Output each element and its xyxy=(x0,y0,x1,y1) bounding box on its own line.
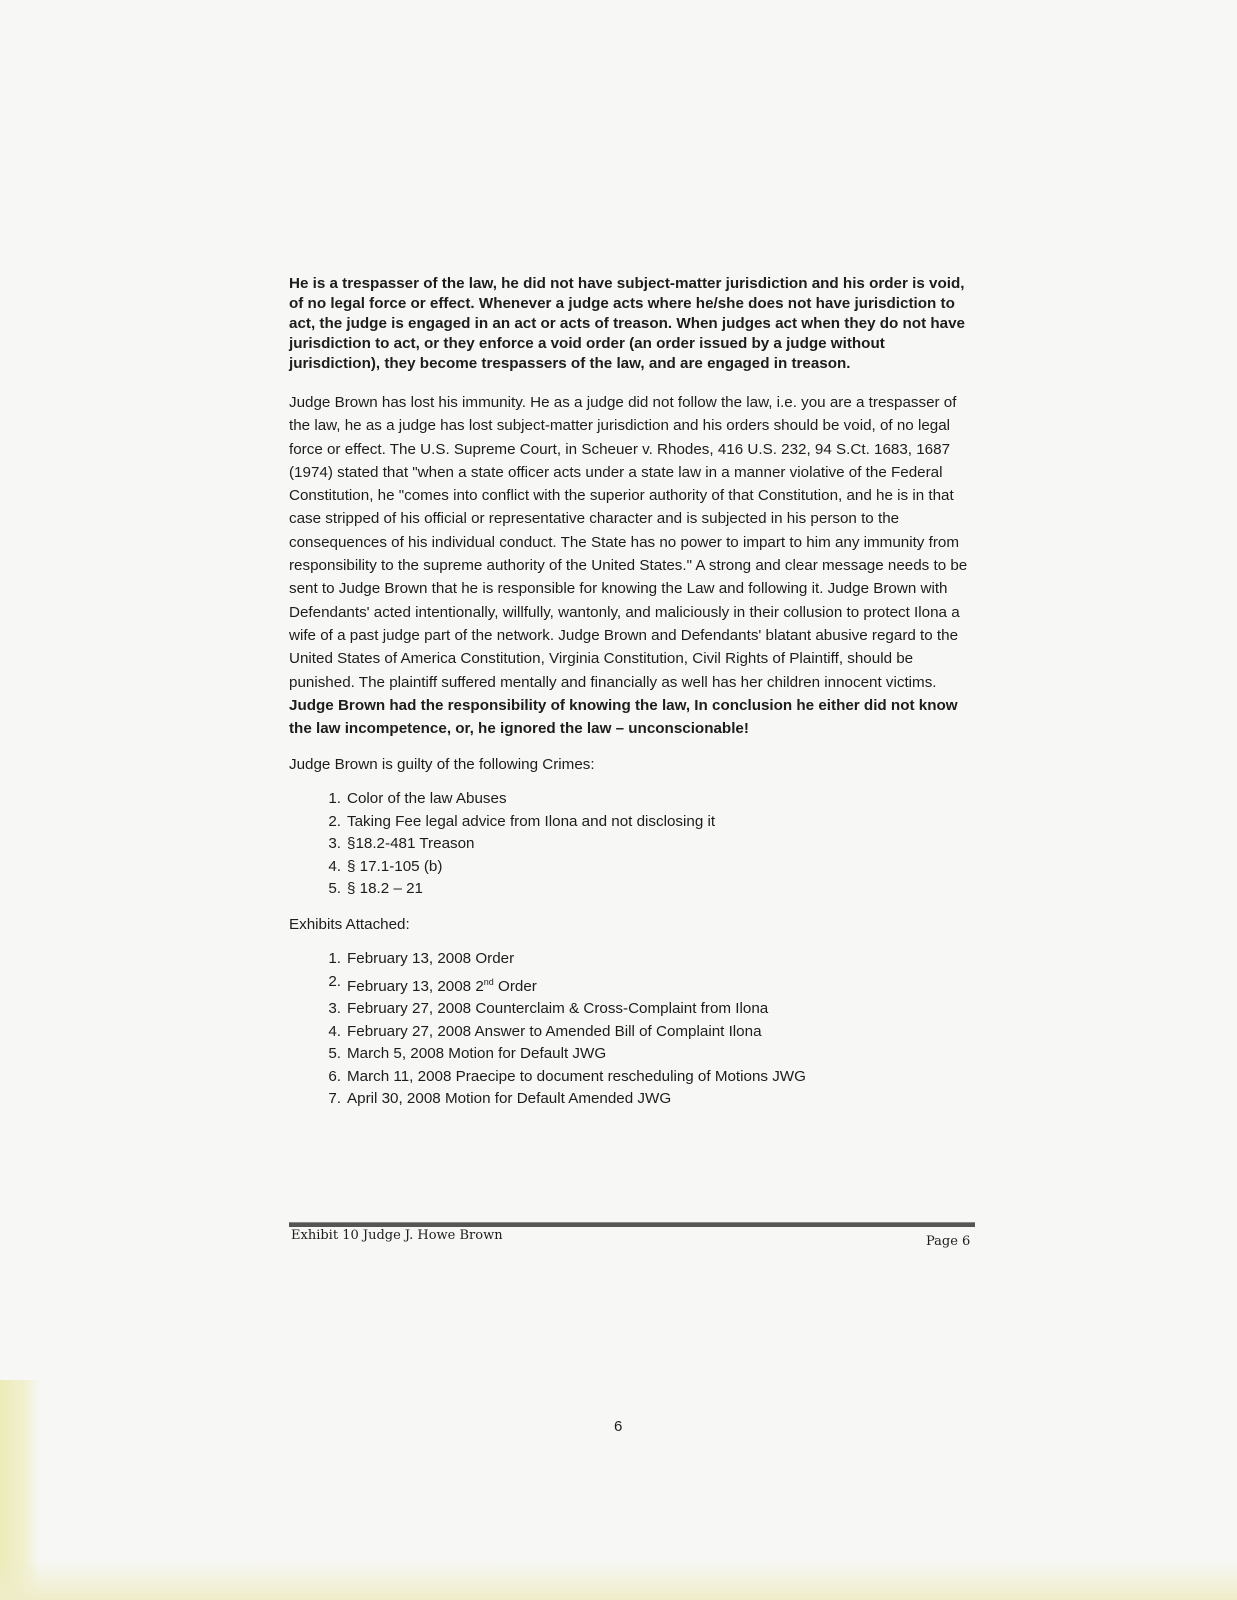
exhibits-heading: Exhibits Attached: xyxy=(289,916,410,934)
exhibits-list xyxy=(289,948,973,1110)
list-item xyxy=(289,1088,973,1110)
list-item xyxy=(289,1043,973,1065)
list-item-text: §18.2-481 Treason xyxy=(347,835,475,853)
list-item-number: 2. xyxy=(328,812,341,830)
crimes-list xyxy=(289,788,973,900)
list-item xyxy=(289,811,973,833)
scan-paper-shadow xyxy=(0,1560,1237,1600)
list-item-text: March 11, 2008 Praecipe to document rescheduling of Motions JWG xyxy=(347,1067,806,1085)
list-item-text: March 5, 2008 Motion for Default JWG xyxy=(347,1045,607,1063)
main-paragraph-text: Judge Brown has lost his immunity. He as a judge did not follow the law, i.e. you are a trespasser of the law, he as a judge has lost subject-matter jurisdiction and his orders should be void, of no legal force or effect. The U.S. Supreme Court, in Scheuer v. Rhodes, 416 U.S. 232, 94 S.Ct. 1683, 1687 (1974) stated that "when a state officer acts under a state law in a manner violative of the Federal Constitution, he "comes into conflict with the superior authority of that Constitution, and he is in that case stripped of his official or representative character and is subjected in his person to the consequences of his individual conduct. The State has no power to impart to him any immunity from responsibility to the supreme authority of the United States." A strong and clear message needs to be sent to Judge Brown that he is responsible for knowing the Law and following it. Judge Brown with Defendants' acted intentionally, willfully, wantonly, and maliciously in their collusion to protect Ilona a wife of a past judge part of the network. Judge Brown and Defendants' blatant abusive regard to the United States of America Constitution, Virginia Constitution, Civil Rights of Plaintiff, should be punished. The plaintiff suffered mentally and financially as well has her children innocent victims. xyxy=(289,394,968,691)
list-item xyxy=(289,998,973,1020)
list-item-number: 1. xyxy=(328,790,341,808)
list-item xyxy=(289,1021,973,1043)
list-item-text: February 13, 2008 Order xyxy=(347,950,515,968)
ordinal-suffix: nd xyxy=(483,976,494,987)
list-item-number: 3. xyxy=(328,835,341,853)
main-paragraph-bold-tail: Judge Brown had the responsibility of knowing the law, In conclusion he either did not know the law incompetence, or, he ignored the law – unconscionable! xyxy=(289,696,958,738)
list-item-number: 5. xyxy=(328,1045,341,1063)
list-item xyxy=(289,1066,973,1088)
list-item xyxy=(289,948,973,970)
list-item-text: § 18.2 – 21 xyxy=(347,880,424,898)
list-item-text: February 27, 2008 Answer to Amended Bill of Complaint Ilona xyxy=(347,1022,762,1040)
page-number: 6 xyxy=(614,1418,623,1435)
list-item-number: 7. xyxy=(328,1089,341,1107)
main-paragraph xyxy=(289,391,973,740)
list-item-text: February 13, 2008 2nd Order xyxy=(347,976,537,995)
list-item-number: 5. xyxy=(328,880,341,898)
list-item-number: 2. xyxy=(328,972,341,990)
list-item-text: April 30, 2008 Motion for Default Amended JWG xyxy=(347,1089,672,1107)
footer-title: Exhibit 10 Judge J. Howe Brown xyxy=(291,1228,503,1243)
list-item-number: 4. xyxy=(328,1022,341,1040)
list-item xyxy=(289,971,973,998)
list-item-text: February 27, 2008 Counterclaim & Cross-Complaint from Ilona xyxy=(347,1000,769,1018)
document-body xyxy=(289,274,973,1124)
list-item xyxy=(289,788,973,810)
list-item-number: 1. xyxy=(328,950,341,968)
list-item xyxy=(289,833,973,855)
footer-page-label: Page 6 xyxy=(926,1234,971,1249)
list-item-number: 6. xyxy=(328,1067,341,1085)
crimes-heading: Judge Brown is guilty of the following Crimes: xyxy=(289,756,595,774)
list-item-text: Taking Fee legal advice from Ilona and not disclosing it xyxy=(347,812,716,830)
bold-paragraph: He is a trespasser of the law, he did not have subject-matter jurisdiction and his order is void, of no legal force or effect. Whenever a judge acts where he/she does not have jurisdiction to act, the judge is engaged in an act or acts of treason. When judges act when they do not have jurisdiction to act, or they enforce a void order (an order issued by a judge without jurisdiction), they become trespassers of the law, and are engaged in treason. xyxy=(289,275,965,372)
list-item xyxy=(289,856,973,878)
list-item-text: Color of the law Abuses xyxy=(347,790,507,808)
list-item-number: 3. xyxy=(328,1000,341,1018)
list-item-text: § 17.1-105 (b) xyxy=(347,857,443,875)
list-item xyxy=(289,878,973,900)
list-item-number: 4. xyxy=(328,857,341,875)
